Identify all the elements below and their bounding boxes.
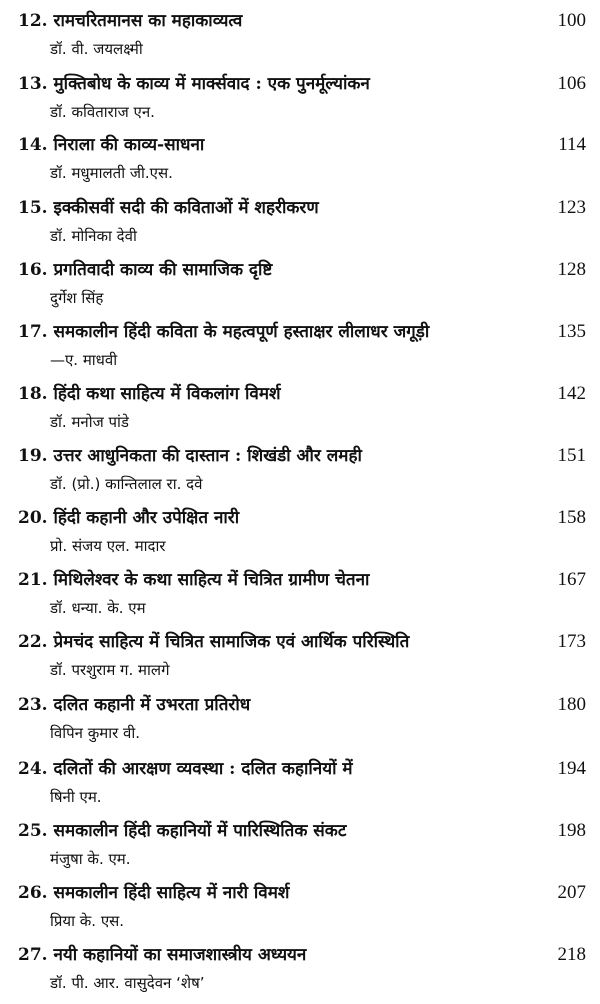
entry-title: मुक्तिबोध के काव्य में मार्क्सवाद : एक पुनर्मूल्यांकन	[53, 74, 370, 94]
entry-page-number: 128	[557, 259, 586, 280]
toc-entry[interactable]	[0, 878, 600, 940]
entry-title-line[interactable]	[18, 317, 528, 347]
entry-author: प्रो. संजय एल. मादार	[50, 537, 166, 555]
entry-page-number: 142	[557, 383, 586, 404]
entry-title: हिंदी कहानी और उपेक्षित नारी	[53, 508, 240, 528]
entry-title: निराला की काव्य-साधना	[53, 135, 205, 155]
entry-author: —ए. माधवी	[50, 351, 118, 369]
entry-author: डॉ. मधुमालती जी.एस.	[50, 164, 173, 182]
entry-number: 27.	[18, 945, 48, 965]
entry-title: रामचरितमानस का महाकाव्यत्व	[53, 11, 243, 31]
entry-page-number: 106	[557, 73, 586, 94]
entry-title: नयी कहानियों का समाजशास्त्रीय अध्ययन	[53, 945, 307, 965]
entry-title-line[interactable]	[18, 878, 528, 908]
entry-page-number: 135	[557, 321, 586, 342]
entry-title: समकालीन हिंदी कहानियों में पारिस्थितिक संकट	[53, 821, 347, 841]
entry-title-line[interactable]	[18, 379, 528, 409]
entry-number: 12.	[18, 11, 48, 31]
toc-entry[interactable]	[0, 754, 600, 816]
entry-page-number: 158	[557, 507, 586, 528]
entry-title-line[interactable]	[18, 193, 528, 223]
entry-title-line[interactable]	[18, 69, 528, 99]
entry-title: समकालीन हिंदी कविता के महत्वपूर्ण हस्ताक्षर लीलाधर जगूड़ी	[53, 322, 430, 342]
entry-page-number: 151	[557, 445, 586, 466]
entry-number: 22.	[18, 632, 48, 652]
entry-number: 24.	[18, 759, 48, 779]
entry-title-line[interactable]	[18, 441, 528, 471]
entry-title: प्रेमचंद साहित्य में चित्रित सामाजिक एवं आर्थिक परिस्थिति	[53, 632, 410, 652]
toc-entry[interactable]	[0, 940, 600, 1002]
entry-number: 16.	[18, 260, 48, 280]
entry-page-number: 218	[557, 944, 586, 965]
entry-author: मंजुषा के. एम.	[50, 850, 131, 868]
toc-entry[interactable]	[0, 441, 600, 503]
entry-page-number: 100	[557, 10, 586, 31]
entry-page-number: 207	[557, 882, 586, 903]
entry-author: डॉ. पी. आर. वासुदेवन ‘शेष’	[50, 974, 205, 992]
entry-number: 18.	[18, 384, 48, 404]
entry-title: समकालीन हिंदी साहित्य में नारी विमर्श	[53, 883, 290, 903]
entry-page-number: 114	[558, 134, 586, 155]
entry-title-line[interactable]	[18, 940, 528, 970]
entry-title: मिथिलेश्वर के कथा साहित्य में चित्रित ग्रामीण चेतना	[53, 570, 370, 590]
entry-number: 21.	[18, 570, 48, 590]
entry-author: डॉ. मोनिका देवी	[50, 227, 137, 245]
entry-title: प्रगतिवादी काव्य की सामाजिक दृष्टि	[53, 260, 273, 280]
entry-author: विपिन कुमार वी.	[50, 724, 140, 742]
entry-author: डॉ. परशुराम ग. मालगे	[50, 661, 170, 679]
entry-title-line[interactable]	[18, 690, 528, 720]
toc-entry[interactable]	[0, 255, 600, 317]
entry-title: हिंदी कथा साहित्य में विकलांग विमर्श	[53, 384, 281, 404]
entry-number: 23.	[18, 695, 48, 715]
toc-entry[interactable]	[0, 130, 600, 192]
entry-page-number: 167	[557, 569, 586, 590]
entry-number: 19.	[18, 446, 48, 466]
entry-title: इक्कीसवीं सदी की कविताओं में शहरीकरण	[53, 198, 319, 218]
entry-title: दलित कहानी में उभरता प्रतिरोध	[53, 695, 251, 715]
toc-entry[interactable]	[0, 690, 600, 752]
entry-title-line[interactable]	[18, 754, 528, 784]
entry-title-line[interactable]	[18, 816, 528, 846]
entry-author: डॉ. वी. जयलक्ष्मी	[50, 40, 143, 58]
entry-author: षिनी एम.	[50, 788, 102, 806]
entry-title: दलितों की आरक्षण व्यवस्था : दलित कहानियों में	[53, 759, 353, 779]
entry-number: 26.	[18, 883, 48, 903]
toc-entry[interactable]	[0, 565, 600, 627]
entry-title-line[interactable]	[18, 503, 528, 533]
toc-entry[interactable]	[0, 627, 600, 689]
entry-page-number: 173	[557, 631, 586, 652]
entry-page-number: 180	[557, 694, 586, 715]
entry-page-number: 123	[557, 197, 586, 218]
entry-number: 13.	[18, 74, 48, 94]
entry-title-line[interactable]	[18, 565, 528, 595]
toc-entry[interactable]	[0, 503, 600, 565]
entry-number: 25.	[18, 821, 48, 841]
toc-entry[interactable]	[0, 816, 600, 878]
entry-page-number: 194	[557, 758, 586, 779]
entry-number: 15.	[18, 198, 48, 218]
entry-author: डॉ. मनोज पांडे	[50, 413, 129, 431]
entry-number: 20.	[18, 508, 48, 528]
entry-title-line[interactable]	[18, 627, 528, 657]
toc-entry[interactable]	[0, 317, 600, 379]
toc-entry[interactable]	[0, 6, 600, 68]
toc-entry[interactable]	[0, 69, 600, 131]
entry-number: 14.	[18, 135, 48, 155]
entry-number: 17.	[18, 322, 48, 342]
entry-author: डॉ. धन्या. के. एम	[50, 599, 146, 617]
toc-entry[interactable]	[0, 379, 600, 441]
entry-title: उत्तर आधुनिकता की दास्तान : शिखंडी और लमही	[53, 446, 362, 466]
entry-page-number: 198	[557, 820, 586, 841]
entry-title-line[interactable]	[18, 130, 528, 160]
entry-title-line[interactable]	[18, 6, 528, 36]
entry-author: प्रिया के. एस.	[50, 912, 125, 930]
entry-author: दुर्गेश सिंह	[50, 289, 104, 307]
entry-title-line[interactable]	[18, 255, 528, 285]
entry-author: डॉ. कविताराज एन.	[50, 103, 155, 121]
toc-entry[interactable]	[0, 193, 600, 255]
entry-author: डॉ. (प्रो.) कान्तिलाल रा. दवे	[50, 475, 203, 493]
